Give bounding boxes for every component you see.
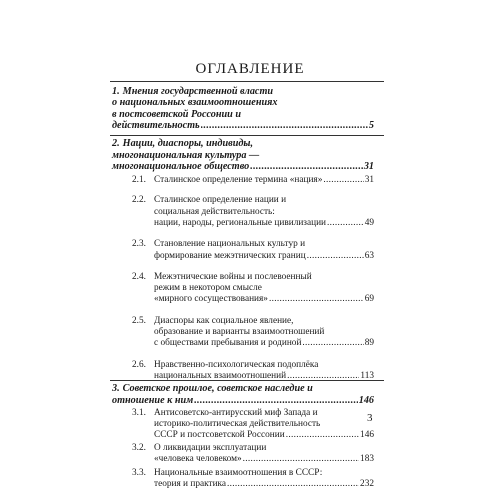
subsection-number: 3.3. xyxy=(132,467,146,478)
page-number: 232 xyxy=(360,478,374,489)
leader-dots xyxy=(243,454,359,465)
leader-dots xyxy=(287,371,359,382)
subsection-title-line: Сталинское определение термина «нация» xyxy=(154,174,323,185)
page-number: 89 xyxy=(364,338,374,349)
page-number: 146 xyxy=(360,430,374,441)
subsection-title-line: национальных взаимоотношений xyxy=(154,371,287,382)
section-title-line: многонациональная культура — xyxy=(112,149,260,161)
page-number: 69 xyxy=(364,294,374,305)
subsection-title-line: социальная действительность: xyxy=(154,206,275,217)
section-number: 1. xyxy=(112,85,120,97)
subsection-number: 2.1. xyxy=(132,174,146,185)
toc-subsection-2-5[interactable] xyxy=(132,316,374,350)
toc-section-1[interactable] xyxy=(112,86,374,132)
page-number: 63 xyxy=(364,250,374,261)
subsection-number: 3.2. xyxy=(132,443,146,454)
subsection-title-line: СССР и постсоветской Россонии xyxy=(154,430,285,441)
page-number: 31 xyxy=(363,161,374,173)
subsection-title-line: Диаспоры как социальное явление, xyxy=(154,316,294,326)
subsection-number: 2.5. xyxy=(132,316,146,326)
leader-dots xyxy=(286,430,359,441)
page-folio: 3 xyxy=(367,412,373,425)
section-title-line: о национальных взаимоотношениях xyxy=(112,97,278,109)
page-number: 31 xyxy=(364,174,374,185)
section-title-line: действительность xyxy=(112,120,200,132)
section-title-line: отношение к ним xyxy=(112,394,194,406)
subsection-number: 2.3. xyxy=(132,239,146,250)
subsection-title-line: «человека человеком» xyxy=(154,454,242,465)
page-number: 183 xyxy=(360,454,374,465)
toc-subsection-2-3[interactable] xyxy=(132,239,374,261)
subsection-title-line: «мирного сосуществования» xyxy=(154,294,268,305)
subsection-title-line: Становление национальных культур и xyxy=(154,239,306,250)
toc-subsection-3-1[interactable] xyxy=(132,408,374,442)
leader-dots xyxy=(302,338,363,349)
subsection-number: 3.1. xyxy=(132,407,146,418)
section-title-line: Нации, диаспоры, индивиды, xyxy=(122,138,254,150)
toc-subsection-2-1[interactable] xyxy=(132,175,374,186)
subsection-number: 2.2. xyxy=(132,195,146,206)
section-title-line: Советское прошлое, советское наследие и xyxy=(122,383,313,395)
page-number: 5 xyxy=(368,120,374,132)
section-title-line: в постсоветской Россонии и xyxy=(112,108,242,120)
subsection-title-line: теория и практика xyxy=(154,478,227,489)
page-number: 113 xyxy=(360,371,374,382)
page-number: 146 xyxy=(358,394,374,406)
subsection-title-line: формирование межэтнических границ xyxy=(154,250,306,261)
subsection-title-line: Нравственно-психологическая подоплёка xyxy=(154,359,319,370)
leader-dots xyxy=(307,251,364,262)
leader-dots xyxy=(201,120,368,131)
leader-dots xyxy=(327,218,364,229)
leader-dots xyxy=(250,161,363,172)
toc-subsection-2-2[interactable] xyxy=(132,195,374,229)
subsection-title-line: О ликвидации эксплуатации xyxy=(154,443,267,454)
toc-subsection-3-2[interactable] xyxy=(132,443,374,465)
subsection-title-line: нации, народы, региональные цивилизации xyxy=(154,217,327,228)
section-title-line: многонациональное общество xyxy=(112,161,250,173)
subsection-title-line: Сталинское определение нации и xyxy=(154,195,287,206)
subsection-title-line: с обществами пребывания и родиной xyxy=(154,338,302,349)
leader-dots xyxy=(227,479,359,490)
section-number: 3. xyxy=(112,383,120,395)
subsection-number: 2.4. xyxy=(132,272,146,283)
toc-section-3[interactable] xyxy=(112,383,374,406)
toc-subsection-3-3[interactable] xyxy=(132,468,374,490)
section-number: 2. xyxy=(112,138,120,150)
page-number: 49 xyxy=(364,217,374,228)
divider xyxy=(110,380,384,381)
toc-section-2[interactable] xyxy=(112,138,374,172)
subsection-title-line: Национальные взаимоотношения в СССР: xyxy=(154,467,323,478)
subsection-number: 2.6. xyxy=(132,359,146,370)
subsection-title-line: историко-политическая действительность xyxy=(154,418,321,429)
subsection-title-line: образование и варианты взаимоотношений xyxy=(154,327,325,338)
section-title-line: Мнения государственной власти xyxy=(122,85,274,97)
leader-dots xyxy=(269,294,364,305)
leader-dots xyxy=(323,175,363,186)
subsection-title-line: режим в некотором смысле xyxy=(154,283,262,294)
page-title: ОГЛАВЛЕНИЕ xyxy=(195,61,305,78)
divider xyxy=(110,135,384,136)
divider xyxy=(110,81,384,82)
subsection-title-line: Антисоветско-антирусский миф Запада и xyxy=(154,407,318,418)
subsection-title-line: Межэтнические войны и послевоенный xyxy=(154,272,312,283)
toc-subsection-2-4[interactable] xyxy=(132,272,374,306)
leader-dots xyxy=(194,395,358,406)
